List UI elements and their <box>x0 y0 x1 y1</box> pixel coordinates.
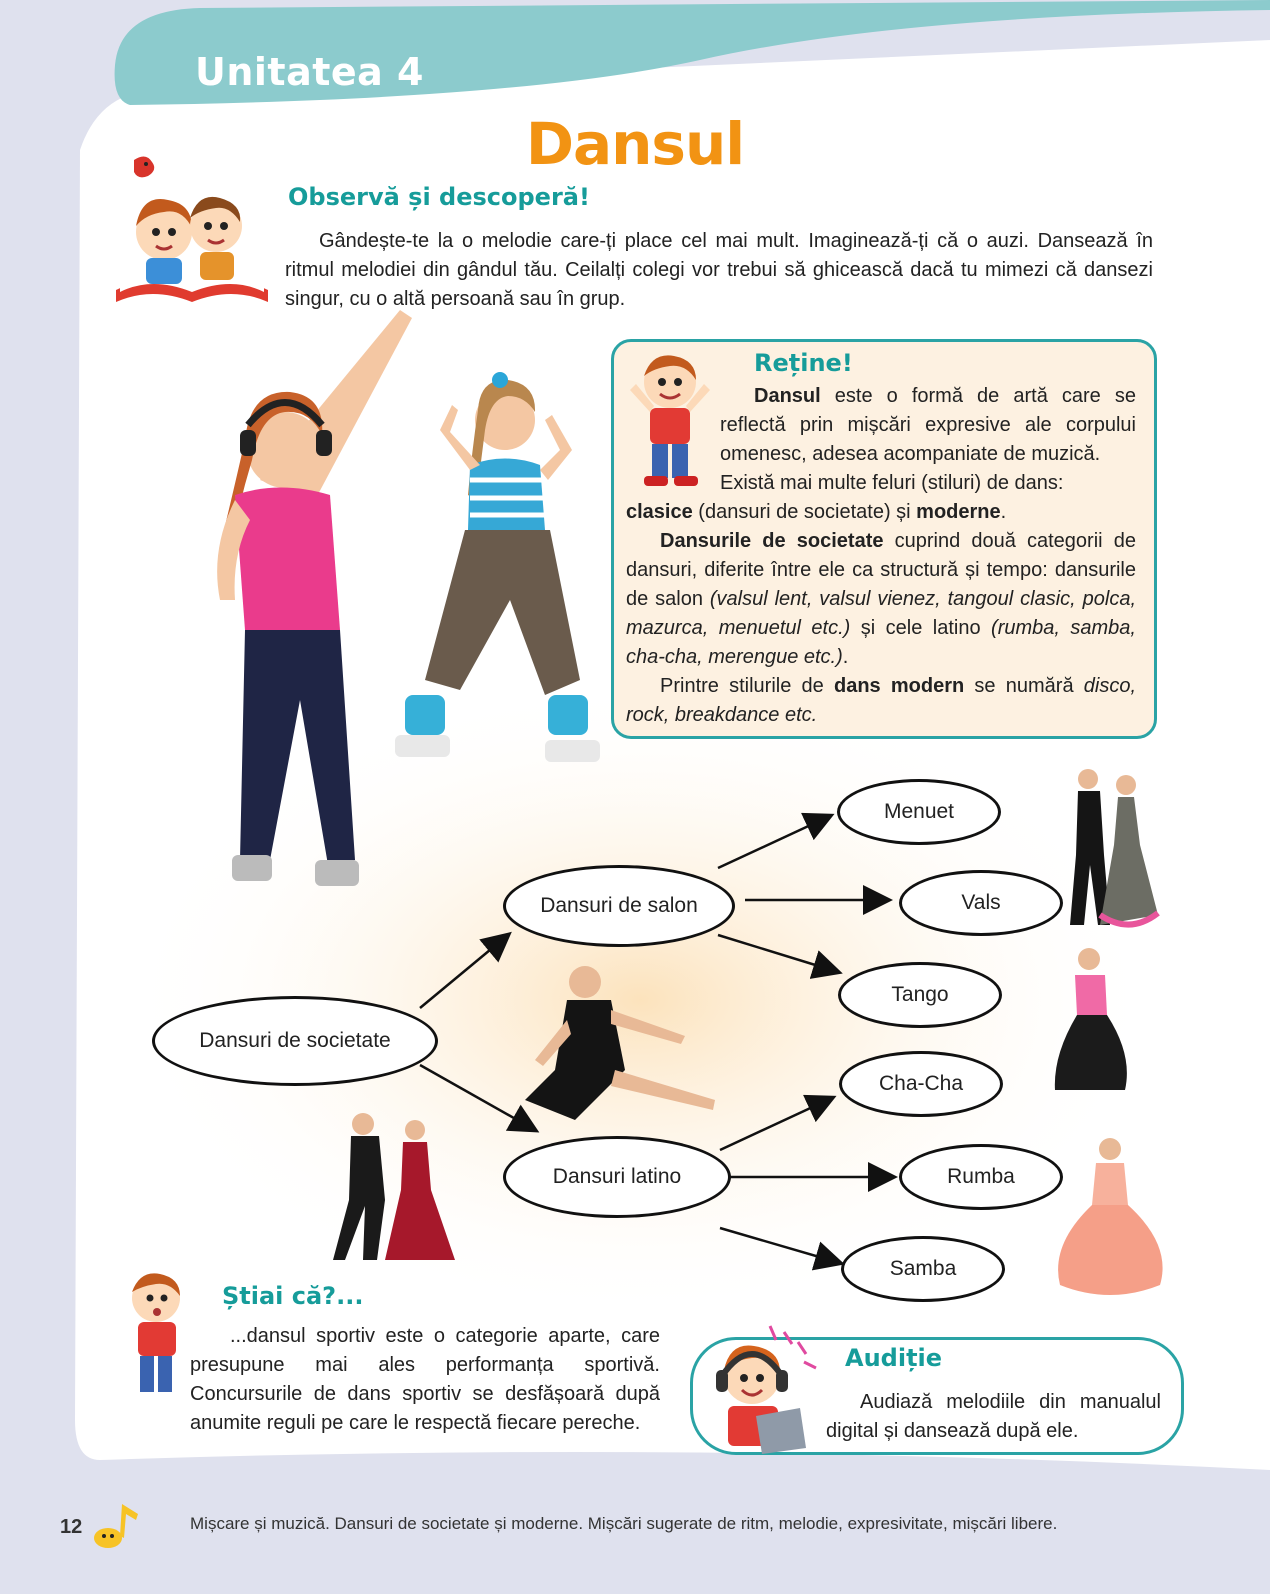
retine-paragraph-1 <box>720 382 1136 469</box>
thinking-boy-illustration <box>122 1270 192 1400</box>
music-note-mascot-icon <box>88 1500 144 1550</box>
retine-p4-mid: se numără <box>964 675 1084 697</box>
latino-dancer-photo <box>1050 1135 1170 1305</box>
kids-reading-illustration <box>112 152 272 312</box>
latin-couple-photo <box>315 1110 465 1270</box>
term-moderne: moderne <box>916 501 1001 523</box>
term-dans-modern: dans modern <box>834 675 965 697</box>
node-tango: Tango <box>838 962 1002 1028</box>
term-dansurile-de-societate: Dansurile de societate <box>660 530 884 552</box>
lesson-title: Dansul <box>525 110 745 178</box>
retine-p2-start: Există mai multe feluri (stiluri) de dans: <box>720 472 1064 494</box>
node-vals: Vals <box>899 870 1063 936</box>
retine-p1-rest: este o formă de artă care se reflectă prin mișcări expresive ale corpului omenesc, adesea acompaniate de muzică. <box>720 385 1136 465</box>
retine-heading: Reține! <box>754 349 853 377</box>
retine-p3-text1: cuprind două categorii de dansuri, diferite între ele ca structură și tempo: dansurile de salon <box>626 530 1136 610</box>
node-cha-cha: Cha-Cha <box>839 1051 1003 1117</box>
retine-paragraph-2 <box>626 469 1136 498</box>
modern-dancer-photo <box>515 960 745 1140</box>
retine-p3-end: . <box>842 646 849 668</box>
retine-p4-start: Printre stilurile de <box>660 675 834 697</box>
observe-heading: Observă și descoperă! <box>288 183 590 211</box>
node-menuet: Menuet <box>837 779 1001 845</box>
retine-paragraph-4 <box>626 672 1136 730</box>
retine-p4-modern-list: disco, rock, breakdance etc. <box>626 675 1137 726</box>
retine-paragraph-3 <box>626 527 1136 672</box>
auditie-paragraph <box>826 1388 1161 1446</box>
node-dansuri-de-societate: Dansuri de societate <box>152 996 438 1086</box>
footer-text: Mișcare și muzică. Dansuri de societate și moderne. Mișcări sugerate de ritm, melodie, expresivitate, mișcări libere. <box>190 1514 1058 1533</box>
page-number: 12 <box>60 1516 83 1538</box>
retine-paragraph-2b <box>626 498 1136 527</box>
retine-p3-salon-list: (valsul lent, valsul vienez, tangoul clasic, polca, mazurca, menuetul etc.) <box>626 588 1136 639</box>
auditie-heading: Audiție <box>845 1344 943 1372</box>
observe-text: Gândește-te la o melodie care-ți place cel mai mult. Imaginează-ți că o auzi. Dansează în ritmul melodiei din gândul tău. Ceilalți colegi vor trebui să ghicească dacă tu mimezi că dansezi singur, cu o altă persoană sau în grup. <box>285 230 1153 310</box>
retine-p3-latino-list: (rumba, samba, cha-cha, merengue etc.) <box>626 617 1136 668</box>
stiai-paragraph <box>190 1322 660 1438</box>
stiai-text: ...dansul sportiv este o categorie aparte, care presupune mai ales performanța sportivă. Concursurile de dans sportiv se desfășoară după anumite reguli pe care le respectă fiecare pereche. <box>190 1325 660 1434</box>
dancing-girls-photo <box>140 300 620 940</box>
retine-p3-text2: și cele latino <box>850 617 992 639</box>
term-clasice: clasice <box>626 501 693 523</box>
term-dansul: Dansul <box>754 385 821 407</box>
node-samba: Samba <box>841 1236 1005 1302</box>
node-dansuri-latino: Dansuri latino <box>503 1136 731 1218</box>
node-rumba: Rumba <box>899 1144 1063 1210</box>
boy-headphones-laptop-illustration <box>700 1320 840 1465</box>
tango-dancer-photo <box>1045 945 1135 1095</box>
stiai-heading: Știai că?... <box>222 1282 364 1310</box>
node-dansuri-de-salon: Dansuri de salon <box>503 865 735 947</box>
auditie-text: Audiază melodiile din manualul digital și dansează după ele. <box>826 1391 1161 1442</box>
retine-text <box>626 382 1136 730</box>
retine-p2-end: . <box>1000 501 1007 523</box>
retine-p2-mid: (dansuri de societate) și <box>692 501 917 523</box>
unit-title: Unitatea 4 <box>195 50 424 94</box>
